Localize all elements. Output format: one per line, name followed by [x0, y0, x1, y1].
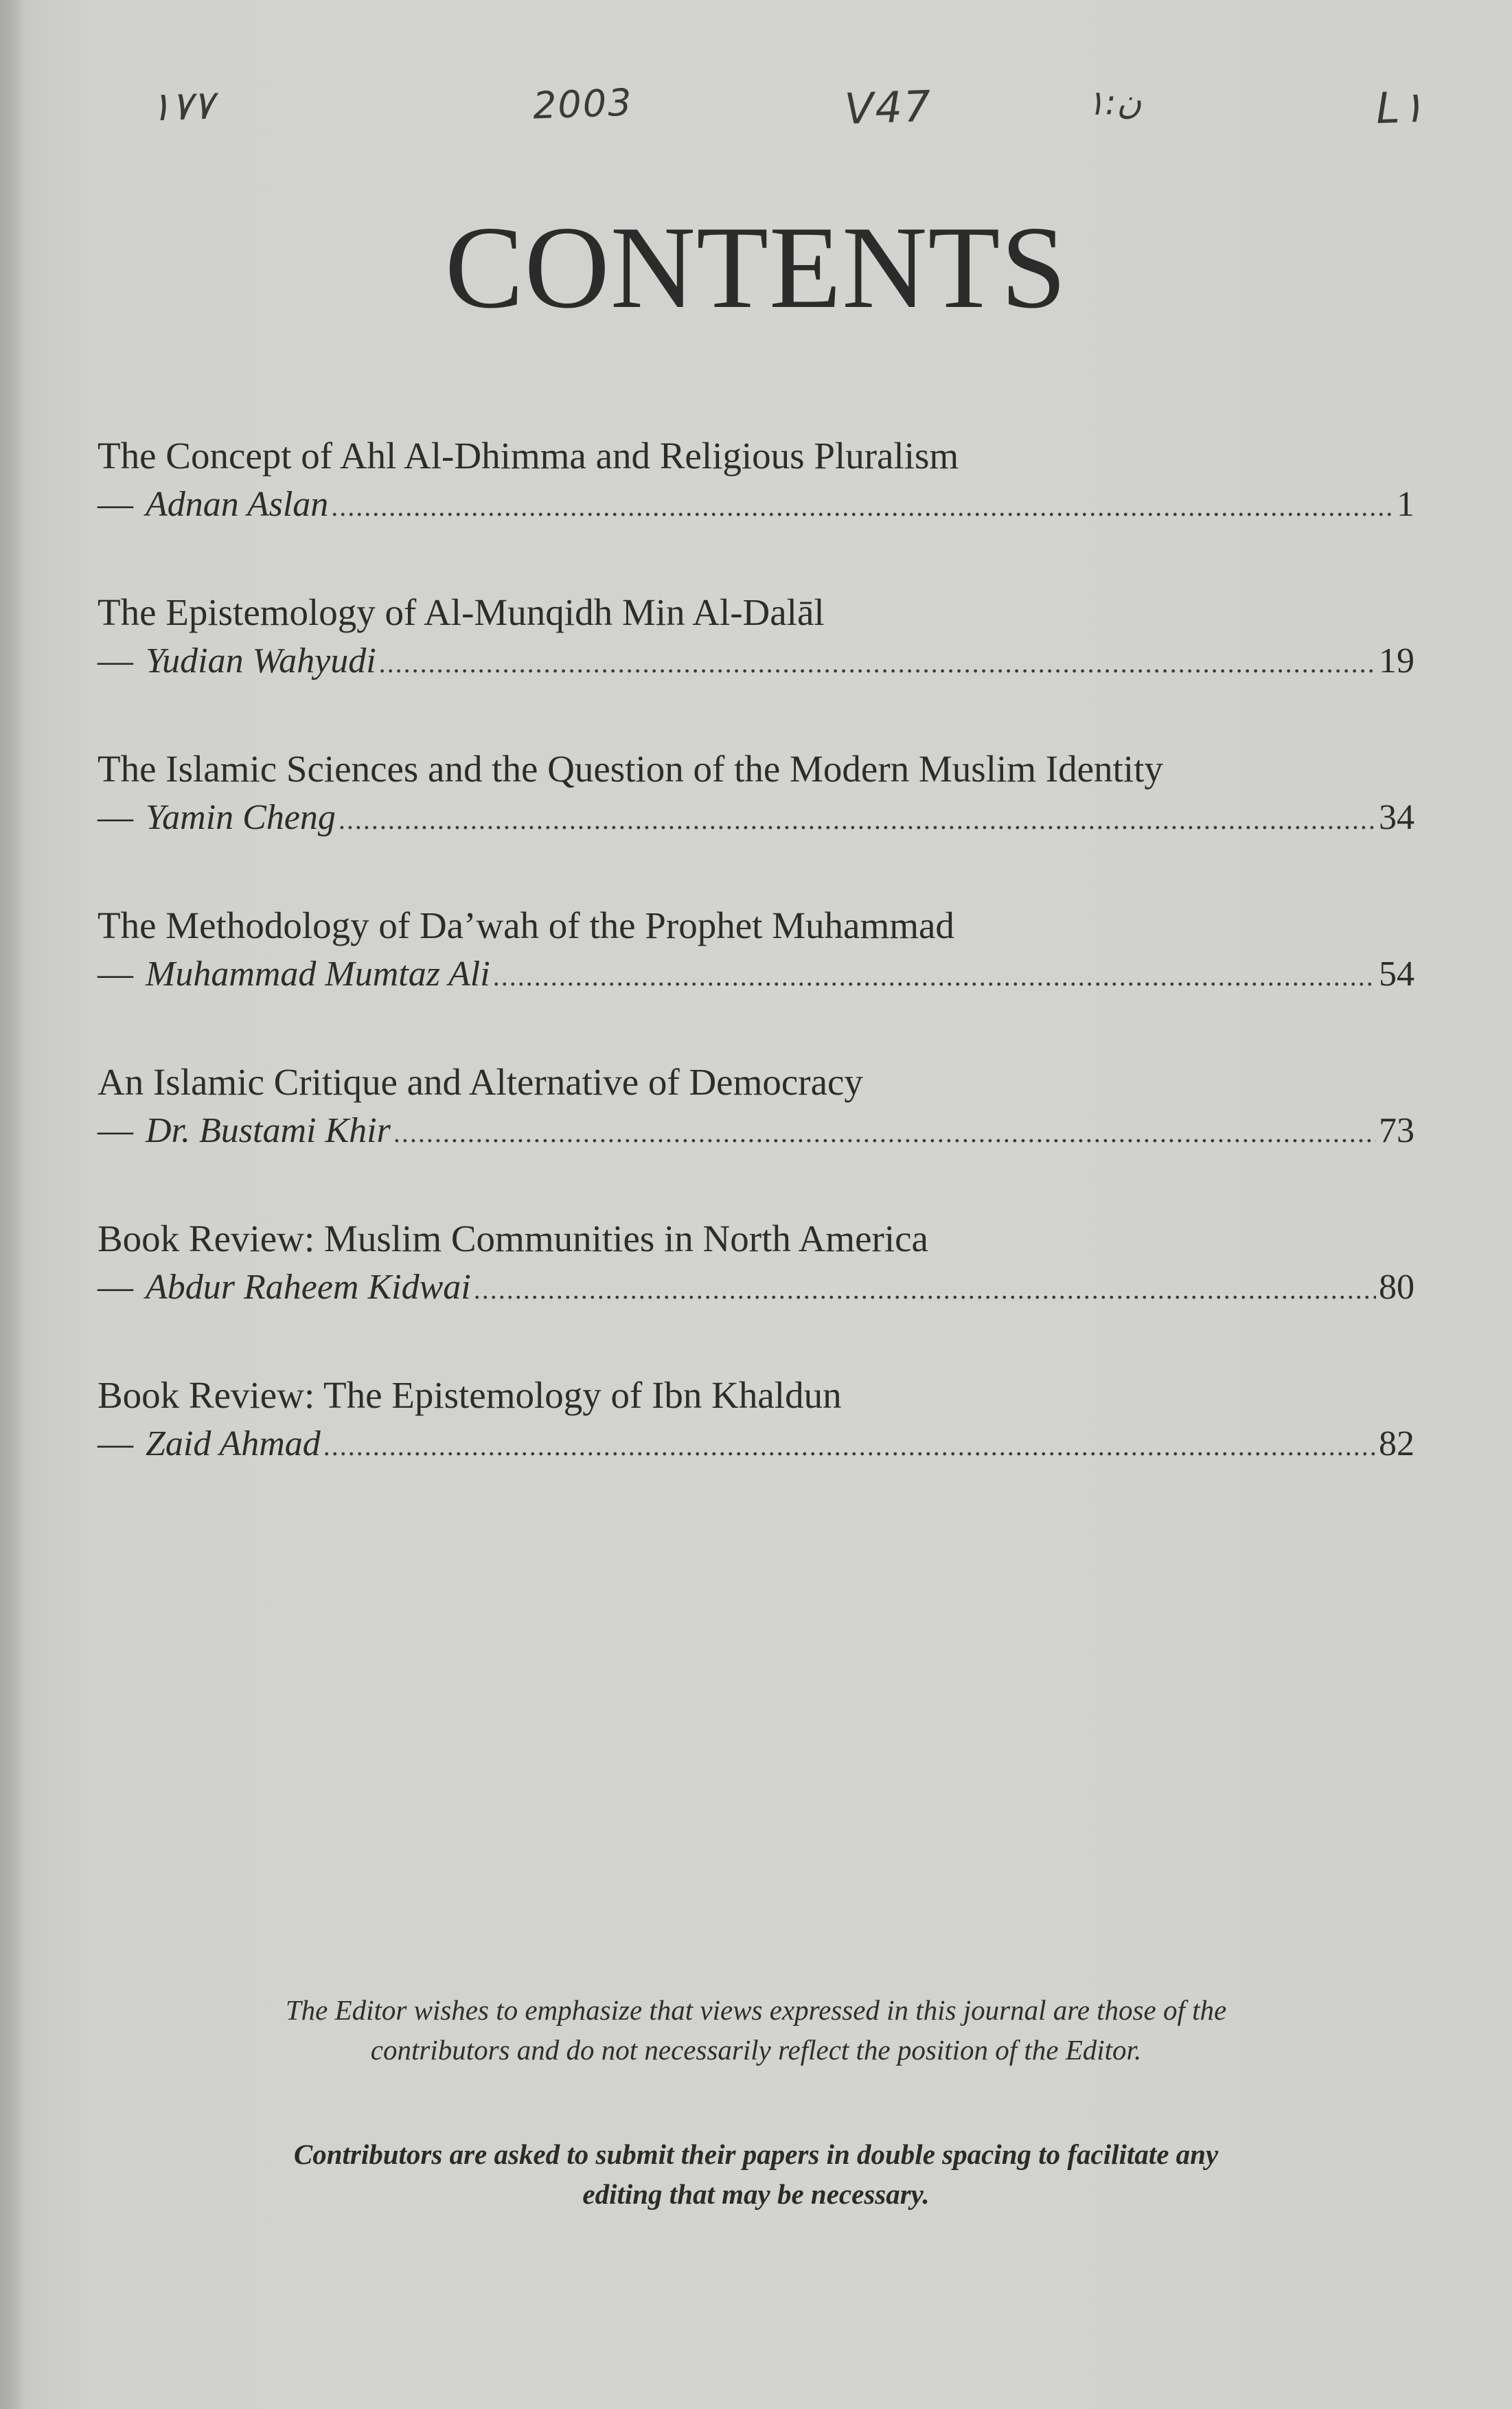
em-dash: —	[98, 1111, 133, 1150]
entry-page-number: 82	[1379, 1424, 1414, 1463]
contributors-note: Contributors are asked to submit their papers in double spacing to facilitate any editing that may be necessary.	[293, 2138, 1219, 2210]
toc-entry	[98, 588, 1414, 744]
entry-author: Zaid Ahmad	[146, 1424, 321, 1463]
entry-author: Muhammad Mumtaz Ali	[146, 955, 490, 994]
toc-entry	[98, 1214, 1414, 1371]
handwritten-mark: L١	[1375, 81, 1425, 134]
entry-author-line	[98, 637, 1414, 687]
entry-author: Adnan Aslan	[146, 485, 329, 524]
handwritten-mark: 2003	[531, 80, 634, 128]
handwritten-mark: ن:١	[1086, 81, 1143, 124]
entry-author-line	[98, 1107, 1414, 1157]
em-dash: —	[98, 798, 133, 837]
dot-leader	[331, 483, 1394, 531]
entry-author: Yamin Cheng	[146, 798, 336, 837]
entry-title: The Islamic Sciences and the Question of the Modern Muslim Identity	[98, 748, 1163, 790]
em-dash: —	[98, 485, 133, 524]
entry-author-line	[98, 481, 1414, 531]
entry-author: Yudian Wahyudi	[146, 641, 376, 681]
dot-leader	[393, 1109, 1376, 1157]
entry-page-number: 80	[1379, 1268, 1414, 1307]
footnotes	[0, 1990, 1512, 2214]
dot-leader	[323, 1422, 1376, 1470]
entry-title: The Methodology of Da’wah of the Prophet Muhammad	[98, 904, 954, 946]
entry-page-number: 19	[1379, 641, 1414, 681]
toc-entry	[98, 901, 1414, 1058]
entry-author-line	[98, 1420, 1414, 1470]
entry-title: The Concept of Ahl Al-Dhimma and Religious Pluralism	[98, 435, 959, 477]
entry-title: Book Review: Muslim Communities in North America	[98, 1218, 928, 1259]
entry-title: An Islamic Critique and Alternative of Democracy	[98, 1061, 863, 1103]
entry-page-number: 73	[1379, 1111, 1414, 1150]
entry-page-number: 54	[1379, 955, 1414, 994]
em-dash: —	[98, 955, 133, 994]
entry-author-line	[98, 1264, 1414, 1314]
em-dash: —	[98, 1268, 133, 1307]
em-dash: —	[98, 1424, 133, 1463]
dot-leader	[379, 639, 1376, 687]
entry-page-number: 34	[1379, 798, 1414, 837]
entry-author-line	[98, 950, 1414, 1001]
toc-entry	[98, 744, 1414, 901]
toc-entry	[98, 1371, 1414, 1527]
entry-author: Abdur Raheem Kidwai	[146, 1268, 471, 1307]
handwritten-library-marks	[0, 82, 1512, 165]
table-of-contents	[98, 431, 1414, 1527]
entry-title: The Epistemology of Al-Munqidh Min Al-Dalāl	[98, 591, 825, 633]
toc-entry	[98, 431, 1414, 588]
toc-entry	[98, 1058, 1414, 1214]
entry-author: Dr. Bustami Khir	[146, 1111, 391, 1150]
dot-leader	[493, 952, 1376, 1001]
entry-title: Book Review: The Epistemology of Ibn Khaldun	[98, 1374, 842, 1416]
entry-page-number: 1	[1397, 485, 1414, 524]
em-dash: —	[98, 641, 133, 681]
entry-author-line	[98, 794, 1414, 844]
handwritten-mark: V47	[843, 80, 933, 135]
handwritten-mark: ١٧٧	[148, 81, 215, 130]
editor-disclaimer: The Editor wishes to emphasize that views expressed in this journal are those of the contributors and do not necessarily reflect the position of the Editor.	[285, 1994, 1227, 2066]
dot-leader	[474, 1266, 1376, 1314]
page-title: CONTENTS	[444, 203, 1068, 333]
dot-leader	[339, 796, 1376, 844]
